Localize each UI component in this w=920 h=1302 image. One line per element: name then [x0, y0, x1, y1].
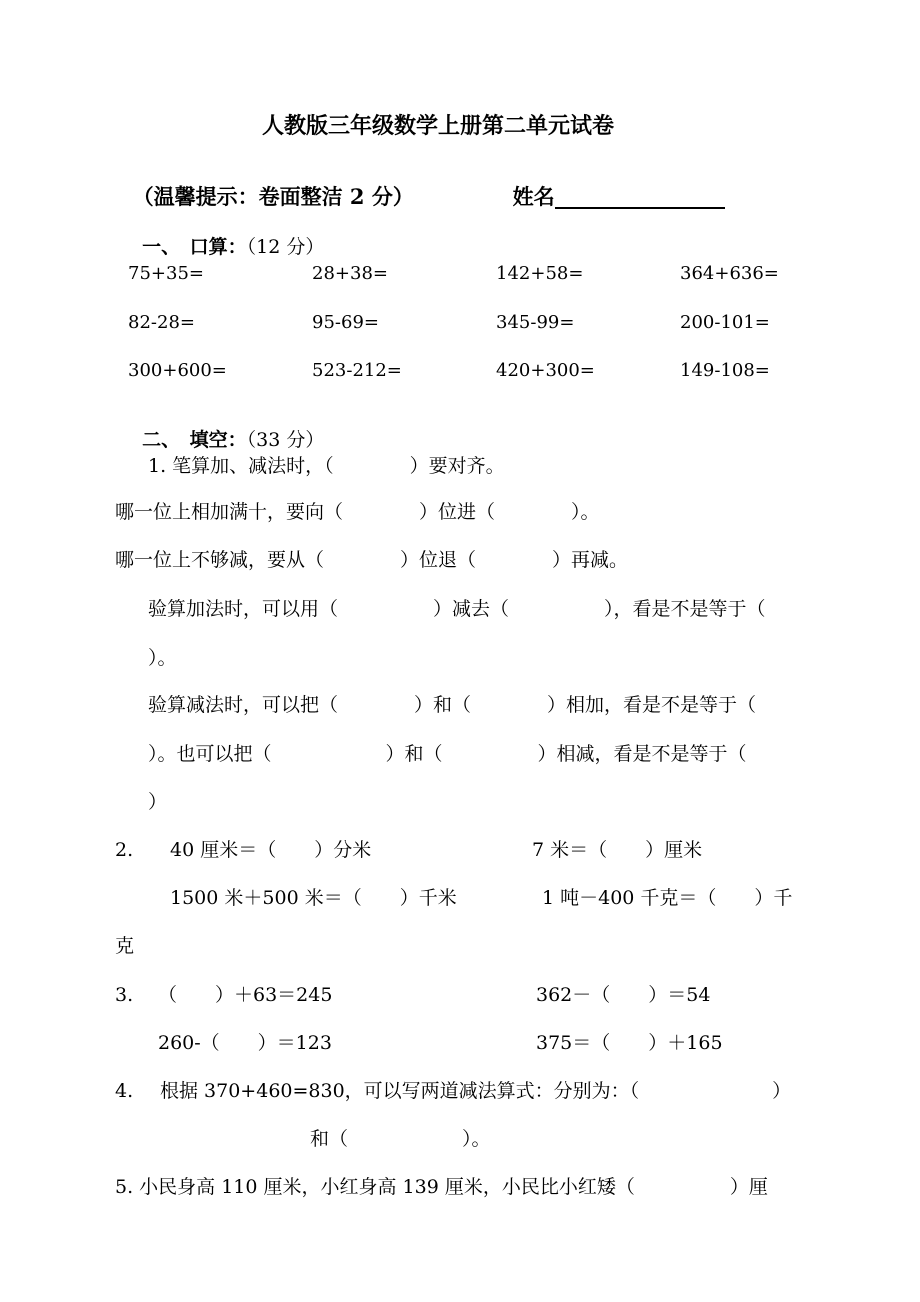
section-2-number: 二、 [142, 429, 171, 451]
name-field[interactable] [498, 161, 725, 209]
q3-item: （ ）＋63＝245 [158, 984, 333, 1006]
section-2-heading [130, 404, 324, 452]
q1-line: ）。也可以把（ ）和（ ）相减，看是不是等于（ [148, 743, 747, 765]
mental-math-item: 420+300= [496, 360, 595, 381]
section-1-name: 口算： [189, 236, 247, 258]
q1-line: ）。 [148, 647, 177, 669]
q3-item: 362－（ ）＝54 [536, 984, 711, 1006]
exam-title: 人教版三年级数学上册第二单元试卷 [262, 113, 615, 139]
q1-line: ） [148, 791, 168, 813]
mental-math-item: 364+636= [680, 263, 779, 284]
section-1-heading [130, 211, 324, 259]
mental-math-item: 28+38= [312, 263, 388, 284]
name-underline[interactable] [555, 185, 725, 209]
q4-number: 4. [115, 1080, 134, 1102]
q2-item: 40 厘米＝（ ）分米 [170, 839, 372, 861]
mental-math-item: 142+58= [496, 263, 584, 284]
q1-line: 验算减法时，可以把（ ）和（ ）相加，看是不是等于（ [148, 694, 757, 716]
q3-number: 3. [115, 984, 134, 1006]
mental-math-item: 523-212= [312, 360, 402, 381]
q3-item: 260-（ ）＝123 [158, 1032, 332, 1054]
mental-math-item: 75+35= [128, 263, 204, 284]
section-1-score: （12 分） [246, 236, 325, 258]
q3-item: 375＝（ ）＋165 [536, 1032, 723, 1054]
mental-math-item: 345-99= [496, 312, 575, 333]
hint-text: （温馨提示：卷面整洁 2 分） [132, 184, 414, 209]
q1-line: 哪一位上相加满十，要向（ ）位进（ ）。 [115, 501, 600, 523]
mental-math-item: 300+600= [128, 360, 227, 381]
q2-item: 1500 米＋500 米＝（ ）千米 [170, 887, 457, 909]
name-label: 姓名 [512, 184, 555, 209]
section-2-score: （33 分） [246, 429, 325, 451]
q2-item: 1 吨－400 千克＝（ ）千 [542, 887, 793, 909]
q4-line: 和（ ）。 [310, 1128, 491, 1150]
section-1-number: 一、 [142, 236, 171, 258]
mental-math-item: 149-108= [680, 360, 770, 381]
q5-line: 5. 小民身高 110 厘米，小红身高 139 厘米，小民比小红矮（ ）厘 [115, 1176, 768, 1198]
mental-math-item: 95-69= [312, 312, 379, 333]
q2-item: 7 米＝（ ）厘米 [532, 839, 703, 861]
q2-item: 克 [115, 935, 135, 957]
mental-math-item: 82-28= [128, 312, 195, 333]
q1-line: 1. 笔算加、减法时，（ ）要对齐。 [148, 455, 505, 477]
q1-line: 验算加法时，可以用（ ）减去（ ），看是不是等于（ [148, 598, 766, 620]
q2-number: 2. [115, 839, 134, 861]
mental-math-item: 200-101= [680, 312, 770, 333]
section-2-name: 填空： [189, 429, 247, 451]
q1-line: 哪一位上不够减，要从（ ）位退（ ）再减。 [115, 549, 629, 571]
hint-line [118, 161, 414, 209]
q4-line: 根据 370+460=830，可以写两道减法算式：分别为：（ ） [160, 1080, 792, 1102]
